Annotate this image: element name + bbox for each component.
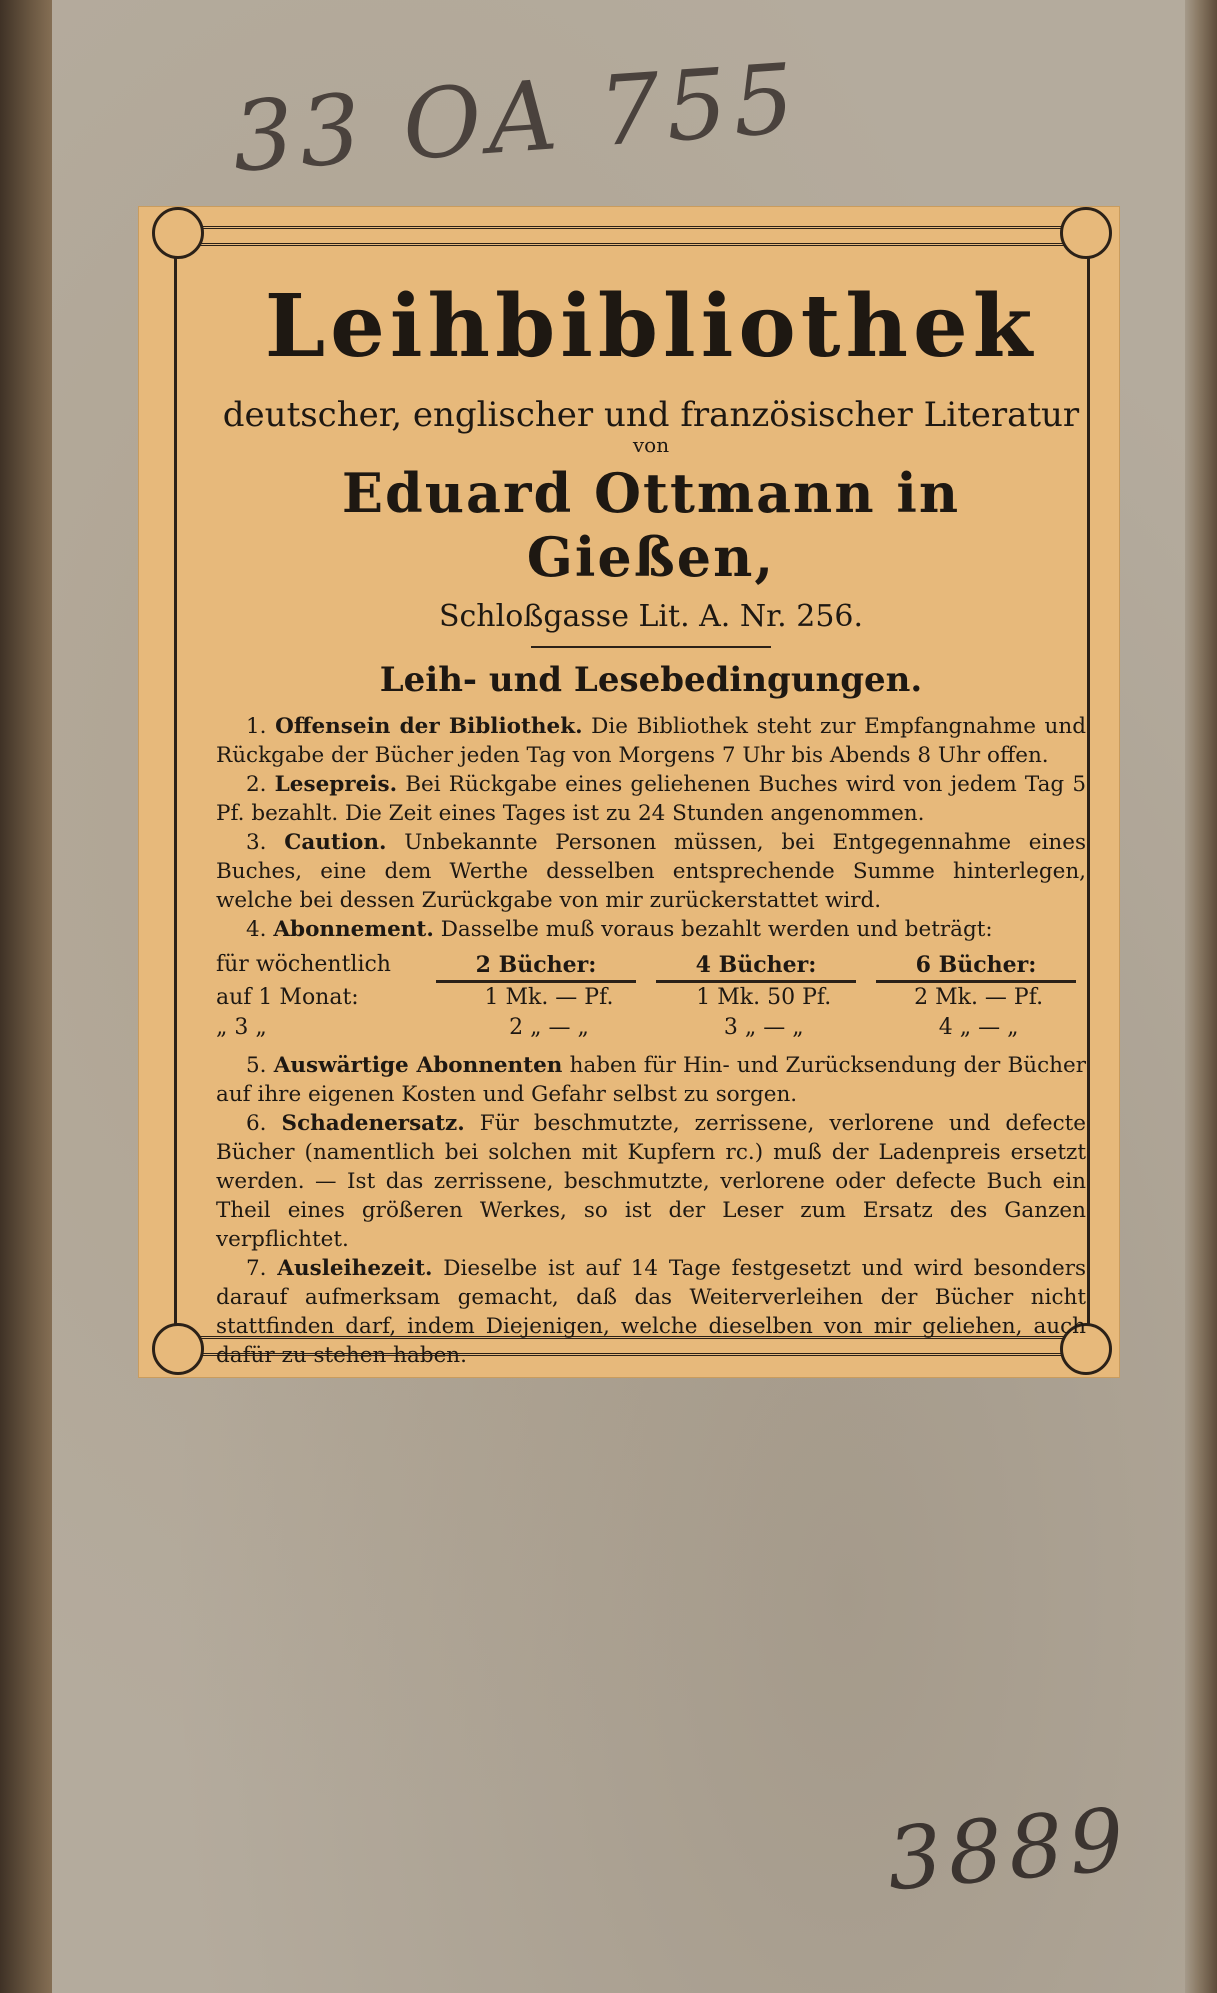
book-endpaper	[52, 0, 1187, 1993]
label-content	[216, 256, 1086, 1370]
pricing-row	[216, 1013, 1086, 1043]
pricing-label: „ 3 „	[216, 1015, 267, 1040]
rule-item: 7. Ausleihezeit. Dieselbe ist auf 14 Tage festgesetzt und wird besonders darauf aufmerksam gemacht, daß das Weiterverleihen der Bücher nicht stattfinden darf, indem Diejenigen, welche dieselben von mir geliehen, auch dafür zu stehen haben.	[216, 1256, 1086, 1368]
label-von: von	[632, 433, 670, 457]
rule-item: 3. Caution. Unbekannte Personen müssen, bei Entgegennahme eines Buches, eine dem Werthe desselben entsprechende Summe hinterlegen, welche bei dessen Zurückgabe von mir zurückerstattet wird.	[216, 830, 1086, 913]
pricing-table	[216, 950, 1086, 1043]
corner-ornament-icon	[1060, 207, 1112, 259]
corner-ornament-icon	[152, 207, 204, 259]
label-title: Leihbibliothek	[264, 276, 1038, 377]
pricing-header: 2 Bücher:	[436, 950, 636, 983]
pricing-value: 1 Mk. 50 Pf.	[696, 985, 832, 1010]
handwritten-number: 3889	[883, 1789, 1134, 1911]
owner-name: Eduard Ottmann in Gießen,	[341, 461, 961, 589]
frame-top-border	[177, 226, 1087, 246]
pricing-row-label: für wöchentlich	[216, 952, 391, 977]
rule-item: 6. Schadenersatz. Für beschmutzte, zerrissene, verlorene und defecte Bücher (namentlich bei solchen mit Kupfern rc.) muß der Ladenpreis ersetzt werden. — Ist das zerrissene, beschmutzte, verlorene oder defecte Buch ein Theil eines größeren Werkes, so ist der Leser zum Ersatz des Ganzen verpflichtet.	[216, 1111, 1086, 1252]
pricing-row	[216, 983, 1086, 1013]
pricing-value: 3 „ — „	[723, 1015, 804, 1040]
rule-item: 4. Abonnement. Dasselbe muß voraus bezahlt werden und beträgt:	[246, 917, 993, 942]
corner-ornament-icon	[152, 1323, 204, 1375]
owner-address: Schloßgasse Lit. A. Nr. 256.	[438, 599, 864, 634]
pricing-header: 6 Bücher:	[876, 950, 1076, 983]
divider	[531, 646, 771, 648]
rule-item: 5. Auswärtige Abonnenten haben für Hin- und Zurücksendung der Bücher auf ihre eigenen Kosten und Gefahr selbst zu sorgen.	[216, 1053, 1087, 1107]
pricing-value: 1 Mk. — Pf.	[484, 985, 614, 1010]
book-edge-right	[1185, 0, 1217, 1993]
rule-item: 1. Offensein der Bibliothek. Die Bibliothek steht zur Empfangnahme und Rückgabe der Bücher jeden Tag von Morgens 7 Uhr bis Abends 8 Uhr offen.	[216, 714, 1086, 768]
pricing-header: 4 Bücher:	[656, 950, 856, 983]
handwritten-call-number: 33 OA 755	[228, 42, 804, 194]
pricing-value: 2 Mk. — Pf.	[914, 985, 1044, 1010]
library-label	[138, 206, 1120, 1378]
pricing-header-row	[216, 950, 1086, 983]
section-title: Leih- und Lesebedingungen.	[379, 660, 923, 700]
pricing-value: 2 „ — „	[509, 1015, 589, 1040]
label-subtitle: deutscher, englischer und französischer Literatur	[222, 395, 1080, 435]
pricing-label: auf 1 Monat:	[216, 985, 359, 1010]
rule-item: 2. Lesepreis. Bei Rückgabe eines geliehenen Buches wird von jedem Tag 5 Pf. bezahlt. Die Zeit eines Tages ist zu 24 Stunden angenommen.	[216, 772, 1086, 826]
pricing-value: 4 „ — „	[938, 1015, 1019, 1040]
